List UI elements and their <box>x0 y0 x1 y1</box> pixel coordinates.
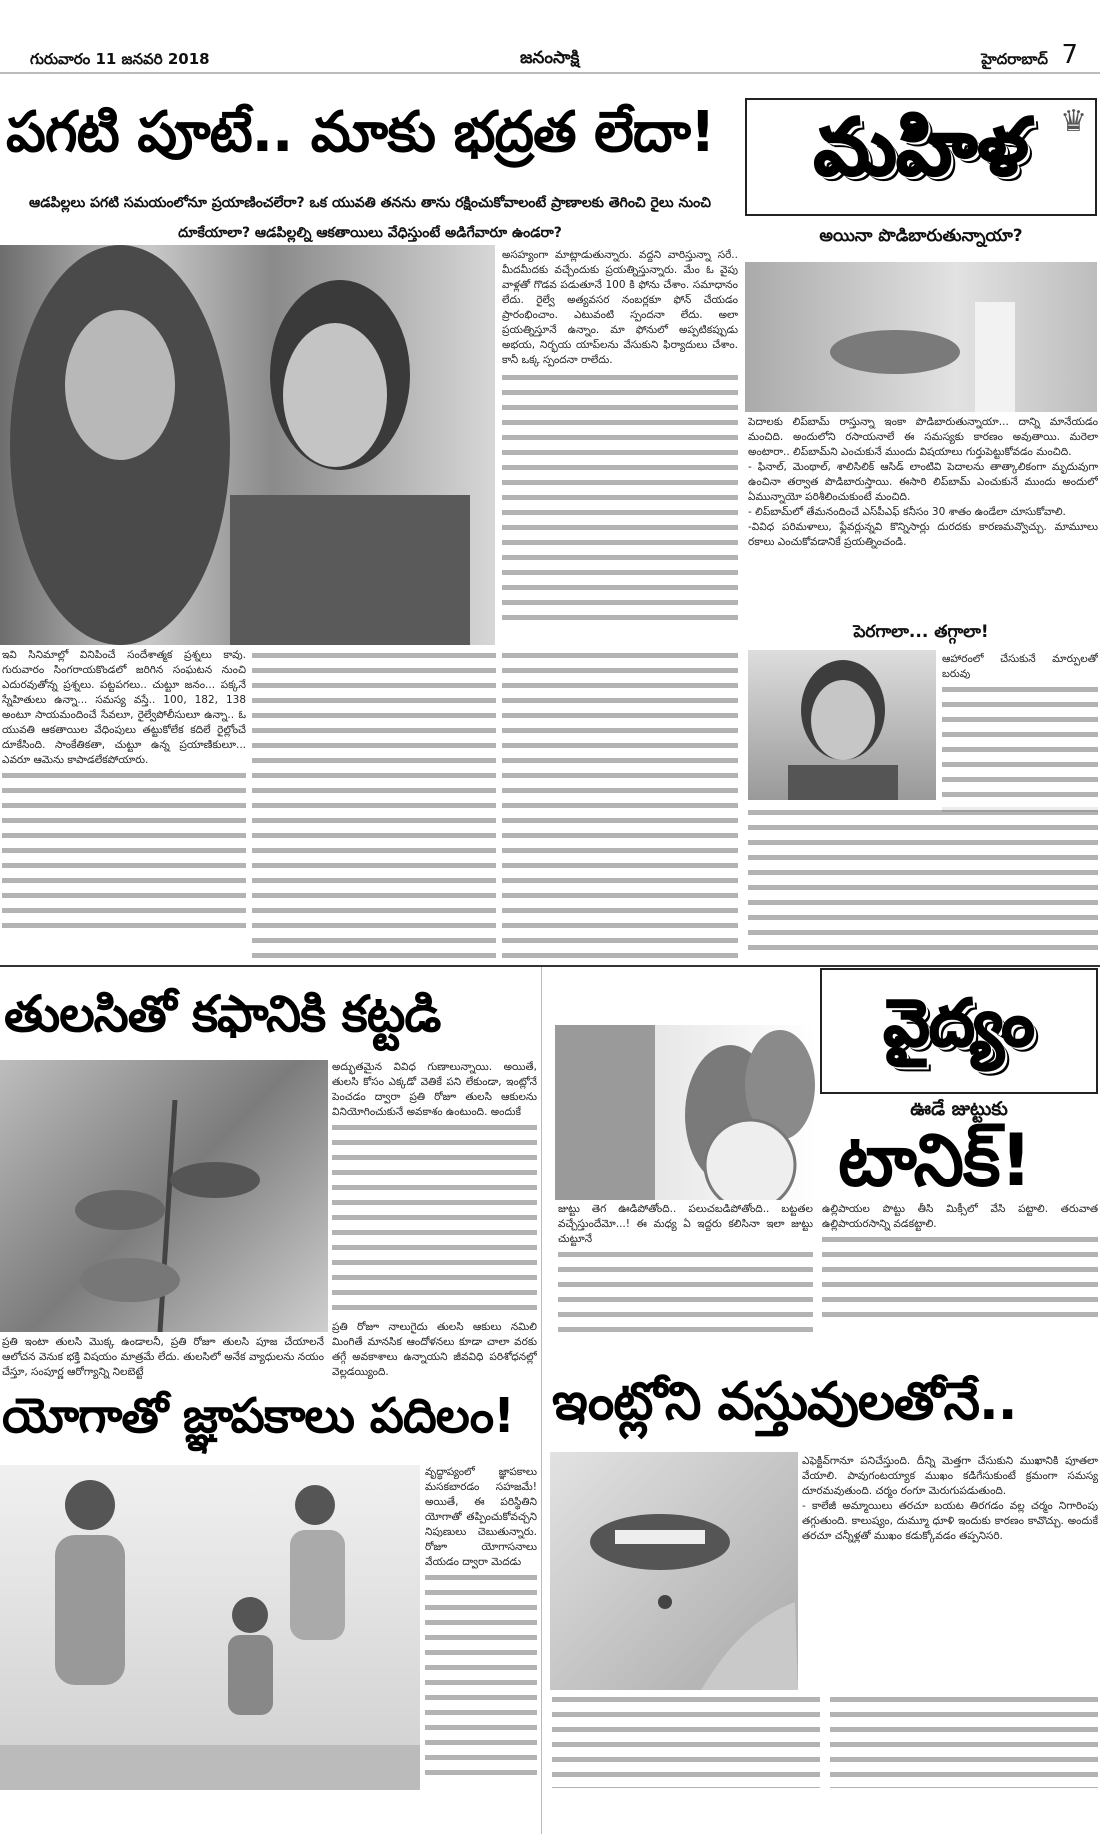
lead-body-text: ఇవి సినిమాల్లో వినిపించే సందేశాత్మక ప్రశ్నలు కావు. గురువారం సింగరాయకొండలో జరిగిన సంఘటన నుంచి ఎదురవుతోన్న ప్రశ్నలు. పట్టపగలు.. చుట్టూ జనం... పక్కనే స్నేహితులు ఉన్నా... సమస్య వస్తే.. 100, 182, 138 అంటూ సాయమందించే సేవలూ, రైల్వేపోలీసులూ ఉన్నా.. ఓ యువతి ఆకతాయిల వేధింపులు తట్టుకోలేక కదిలే రైల్లోంచే దూకేసింది. సాంకేతికతా, చుట్టూ ఉన్న ప్రయాణికులూ... ఎవరూ ఆమెను కాపాడలేకపోయారు. <box>2 649 246 766</box>
body-text-lines <box>942 682 1098 812</box>
tulasi-headline: తులసితో కఫానికి కట్టడి <box>4 985 441 1043</box>
lead-col-right <box>502 248 738 643</box>
body-text-lines <box>332 1120 537 1315</box>
perugala-col <box>942 652 1098 800</box>
mahila-body-text: పెదాలకు లిప్‌బామ్ రాస్తున్నా ఇంకా పొడిబారుతున్నాయా... దాన్ని మానేయడం మంచిది. అందులోని రసాయనాలే ఈ సమస్యకు కారణం అవుతాయి. మరెలా అంటారా.. లిప్‌బామ్‌ని ఎంచుకునే ముందు విషయాలు గుర్తుపెట్టుకోవడం మంచిది. - ఫినాల్, మెంథాల్, శాలిసిలిక్ ఆసిడ్ లాంటివి పెదాలను తాత్కాలికంగా మృదువుగా ఉంచినా తర్వాత పొడిబారుస్తాయి. ఈసారి లిప్‌బామ్ ఎంచుకునే ముందు అందులో ఏమున్నాయో పరిశీలించుకుంటే మంచిది. - లిప్‌బామ్‌లో తేమనందించే ఎస్‌పీఎఫ్ కనీసం 30 శాతం ఉండేలా చూసుకోవాలి. -వివిధ పరిమళాలు, ఫ్లేవర్లున్నవి కొన్నిసార్లు దురదకు కారణమవ్వొచ్చు. మామూలు రకాలు ఎంచుకోవడానికే ప్రయత్నించండి. <box>748 416 1098 548</box>
perugala-subhead: పెరగాలా... తగ్గాలా! <box>853 622 989 642</box>
body-text-lines <box>502 370 738 630</box>
yoga-col <box>425 1465 537 1790</box>
column-divider <box>541 967 542 1834</box>
face-acne-photo <box>550 1452 798 1690</box>
newspaper-logo: జనంసాక్షి <box>520 48 580 68</box>
lead-col-3 <box>502 648 738 960</box>
photo-illustration <box>0 245 495 645</box>
perugala-body-text: ఆహారంలో చేసుకునే మార్పులతో బరువు <box>942 653 1098 680</box>
yoga-headline: యోగాతో జ్ఞాపకాలు పదిలం! <box>2 1388 514 1444</box>
mahila-section-logo <box>745 98 1097 216</box>
body-text-lines <box>425 1570 537 1780</box>
tulasi-body-text: అద్భుతమైన వివిధ గుణాలున్నాయి. అయితే, తులసి కోసం ఎక్కడో వెతికే పని లేకుండా, ఇంట్లోనే పెంచడం ద్వారా ప్రతి రోజూ తులసి ఆకులను వినియోగించుకునే అవకాశం ఉంటుంది. అందుకే <box>332 1061 537 1118</box>
body-text-lines <box>558 1247 813 1342</box>
body-text-lines <box>822 1232 1098 1327</box>
intlo-headline: ఇంట్లోని వస్తువులతోనే.. <box>552 1372 1017 1432</box>
edition-city: హైదరాబాద్ <box>981 50 1048 68</box>
mahila-logo-text: మహిళ <box>813 102 1029 193</box>
crown-icon: ♛ <box>1060 104 1087 139</box>
tulasi-bottom-text: ప్రతి ఇంటా తులసి మొక్క ఉండాలనీ, ప్రతి రోజూ తులసి పూజ చేయాలనే ఆలోచన వెనుక భక్తి విషయం మాత్రమే లేదు. తులసిలో అనేక వ్యాధులను నయం చేస్తూ, సంపూర్ణ ఆరోగ్యాన్ని నిలబెట్టే <box>2 1336 324 1378</box>
vaidyam-body-text: ఉల్లిపాయల పొట్టు తీసి మిక్సీలో వేసి పట్టాలి. తరువాత ఉల్లిపాయరసాన్ని వడకట్టాలి. <box>822 1203 1098 1230</box>
yoga-photo <box>0 1465 420 1790</box>
lips-photo <box>745 262 1097 412</box>
yoga-illustration <box>0 1465 420 1790</box>
vaidyam-logo-text: వైద్యం <box>883 986 1035 1061</box>
two-women-photo <box>0 245 495 645</box>
tulasi-bottom-text-2: ప్రతి రోజూ నాలుగైదు తులసి ఆకులు నమిలి మింగితే మానసిక ఆందోళనలు కూడా చాలా వరకు తగ్గే అవకాశాలు ఉన్నాయని జీవవిధి పరిశోధనల్లో వెల్లడయ్యింది. <box>332 1321 537 1378</box>
hair-body-text: జుట్టు తెగ ఊడిపోతోంది.. పలుచబడిపోతోంది.. బట్టతల వచ్చేస్తుందేమో...! ఈ మధ్య ఏ ఇద్దరు కలిసినా ఇలా జుట్టు చుట్టూనే <box>558 1203 813 1245</box>
vaidyam-headline: టానిక్! <box>838 1118 1032 1202</box>
lead-headline: పగటి పూటే.. మాకు భద్రత లేదా! <box>6 100 715 165</box>
hair-col <box>558 1202 813 1330</box>
girl-eating-photo <box>748 650 936 800</box>
header-divider <box>0 72 1100 74</box>
face-illustration <box>550 1452 798 1690</box>
lead-col-2 <box>252 648 496 960</box>
lead-body-text: అసహ్యంగా మాట్లాడుతున్నారు. వద్దని వారిస్తున్నా సరే.. మీదమీదకు వచ్చేందుకు ప్రయత్నిస్తున్నారు. మేం ఓ వైపు వాళ్లతో గొడవ పడుతూనే 100 కి ఫోను చేశాం. సమాధానం లేదు. రైల్వే అత్యవసర నంబర్లకూ ఫోన్ చేయడం ప్రారంభించాం. ఎటువంటి స్పందనా లేదు. అలా ప్రయత్నిస్తూనే ఉన్నాం. మా ఫోనులో అప్పటికప్పుడు అభయ, నిర్భయ యాప్‌లను వేసుకుని ఫిర్యాదులు చేశాం. కానీ ఒక్క స్పందనా రాలేదు. <box>502 249 738 366</box>
intlo-col-2 <box>830 1692 1098 1788</box>
plant-illustration <box>0 1060 328 1332</box>
hair-onion-photo <box>555 1025 815 1200</box>
vaidyam-col <box>822 1202 1098 1330</box>
onion-illustration <box>555 1025 815 1200</box>
tulasi-col <box>332 1060 537 1332</box>
girl-illustration <box>748 650 936 800</box>
yoga-body-text: వృద్ధాప్యంలో జ్ఞాపకాలు మసకబారడం సహజమే! అయితే, ఈ పరిస్థితిని యోగాతో తప్పించుకోవచ్చని నిపుణులు చెబుతున్నారు. రోజూ యోగాసనాలు వేయడం ద్వారా మెదడు <box>425 1466 537 1568</box>
page-number: 7 <box>1061 40 1078 70</box>
body-text-lines <box>2 768 246 938</box>
vaidyam-kicker: ఊడే జుట్టుకు <box>910 1098 1008 1120</box>
perugala-body-lines <box>748 805 1098 960</box>
mahila-subhead: అయినా పొడిబారుతున్నాయా? <box>819 226 1023 246</box>
issue-date: గురువారం 11 జనవరి 2018 <box>30 50 210 68</box>
intlo-body-text: ఎఫెక్టివ్‌గానూ పనిచేస్తుంది. దీన్ని మెత్తగా చేసుకుని ముఖానికి పూతలా వేయాలి. పావుగంటయ్యాక ముఖం కడిగేసుకుంటే క్రమంగా సమస్య దూరమవుతుంది. చర్మం రంగూ మెరుగుపడుతుంది. - కాలేజీ అమ్మాయిలు తరచూ బయట తిరగడం వల్ల చర్మం నిగారింపు తగ్గుతుంది. కాలుష్యం, దుమ్మూ ధూళి ఇందుకు కారణం కావొచ్చు. అందుకే తరచూ చన్నీళ్లతో ముఖం కడుక్కోవడం తప్పనిసరి. <box>802 1455 1098 1542</box>
lips-illustration <box>745 262 1097 412</box>
vaidyam-section-logo <box>820 968 1098 1094</box>
tulasi-plant-photo <box>0 1060 328 1332</box>
section-divider <box>0 965 1100 967</box>
lead-col-1 <box>2 648 246 960</box>
lead-deck: ఆడపిల్లలు పగటి సమయంలోనూ ప్రయాణించలేరా? ఒక యువతి తనను తాను రక్షించుకోవాలంటే ప్రాణాలకు తెగించి రైలు నుంచి దూకేయాలా? ఆడపిల్లల్ని ఆకతాయిలు వేధిస్తుంటే అడిగేవారూ ఉండరా? <box>29 195 711 241</box>
intlo-col-1 <box>552 1692 820 1788</box>
